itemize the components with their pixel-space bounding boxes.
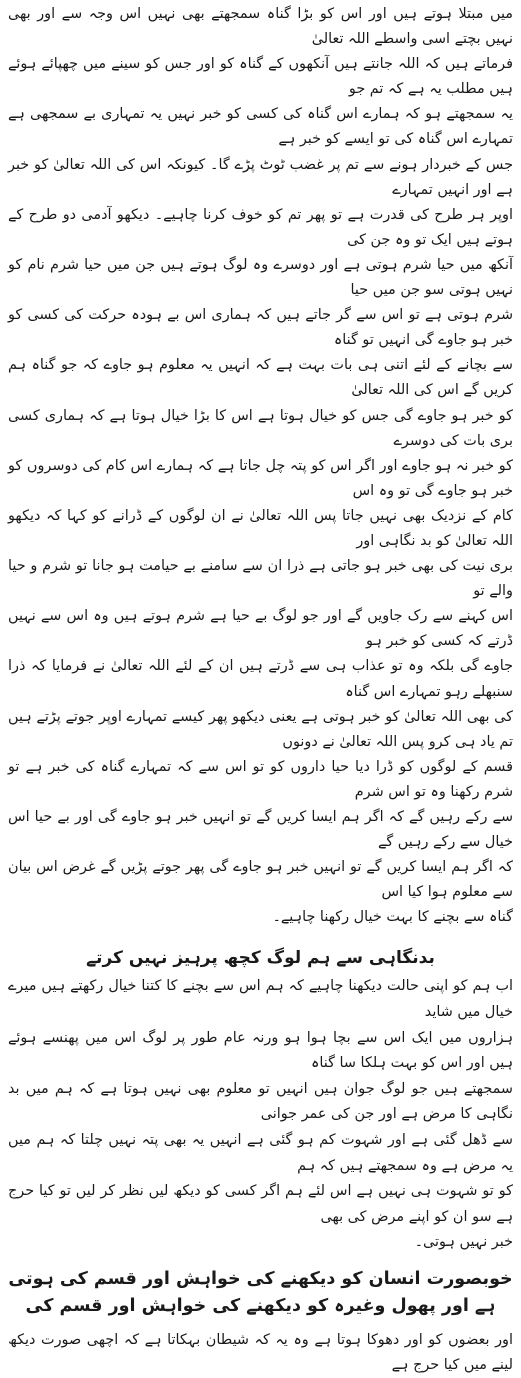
text-line: سے بچانے کے لئے اتنی ہی بات بہت ہے کہ انہیں یہ معلوم ہو جاوے کہ جو گناہ ہم کریں گے اس کی اللہ تعالیٰ <box>8 357 513 399</box>
text-line: خبر نہیں ہوتی۔ <box>414 1234 513 1251</box>
text-line: کی بھی اللہ تعالیٰ کو خبر ہوتی ہے یعنی دیکھو پھر کیسے تمہارے اوپر جوتے پڑتے ہیں تم یاد ہی کرو پس اللہ تعالیٰ نے دونوں <box>8 708 513 750</box>
text-line: آنکھ میں حیا شرم ہوتی ہے اور دوسرے وہ لوگ ہوتے ہیں جن میں حیا شرم نام کو نہیں ہوتی سو جن میں حیا <box>8 256 513 299</box>
text-line: قسم کے لوگوں کو ڈرا دیا حیا داروں کو تو اس سے کہ تمہارے گناہ کی خبر ہے تو شرم رکھنا وہ تو اس شرم <box>8 758 513 800</box>
text-line: سے رکے رہیں گے کہ اگر ہم ایسا کریں گے تو انہیں خبر ہو جاوے گی اور بے حیا اس خیال سے رکے رہیں گے <box>8 809 513 851</box>
text-line: گناہ سے بچنے کا بہت خیال رکھنا چاہیے۔ <box>272 909 513 926</box>
paragraph-2 <box>8 974 513 1256</box>
text-line: جس کے خبردار ہونے سے تم پر غضب ٹوٹ پڑے گا۔ کیونکہ اس کی اللہ تعالیٰ کو خبر ہے اور انہیں تمہارے <box>8 156 513 198</box>
text-line: سے ڈھل گئی ہے اور شہوت کم ہو گئی ہے انہیں یہ بھی پتہ نہیں چلتا کہ ہم میں یہ مرض ہے وہ سمجھتے ہیں کہ ہم <box>8 1132 513 1174</box>
text-line: کو خبر نہ ہو جاوے اور اگر اس کو پتہ چل جاتا ہے کہ ہمارے اس کام کی دوسروں کو خبر ہو جاوے گی تو وہ اس <box>8 457 513 499</box>
text-line: جاوے گی بلکہ وہ تو عذاب ہی سے ڈرتے ہیں ان کے لئے اللہ تعالیٰ نے فرمایا کہ ذرا سنبھلے رہو تمہارے اس گناہ <box>8 658 513 700</box>
section-heading: بدنگاہی سے ہم لوگ کچھ پرہیز نہیں کرتے <box>86 948 435 969</box>
text-line: کو خبر ہو جاوے گی جس کو خیال ہوتا ہے اس کا بڑا خیال ہوتا ہے کہ ہماری کسی بری بات کی دوسرے <box>8 407 513 449</box>
text-line: سمجھتے ہیں جو لوگ جوان ہیں انہیں تو معلوم بھی نہیں ہوتا ہے کہ ہم میں بد نگاہی کا مرض ہے اور جن کی عمر جوانی <box>8 1080 513 1123</box>
text-line: اب ہم کو اپنی حالت دیکھنا چاہیے کہ ہم اس سے بچنے کا کتنا خیال رکھتے ہیں میرے خیال میں شاید <box>8 978 513 1021</box>
text-line: شرم ہوتی ہے تو اس سے گر جاتے ہیں کہ ہماری اس بے ہودہ حرکت کی کسی کو خبر ہو جاوے گی انہیں تو گناہ <box>8 307 513 349</box>
text-line: کام کے نزدیک بھی نہیں جاتا پس اللہ تعالیٰ نے ان لوگوں کے ڈرانے کو کہا کہ دیکھو اللہ تعالیٰ کو بد نگاہی اور <box>8 507 513 549</box>
text-line: ہزاروں میں ایک اس سے بچا ہوا ہو ورنہ عام طور پر لوگ اس میں پھنسے ہوئے ہیں اور اس کو بہت ہلکا سا گناہ <box>8 1029 513 1072</box>
text-line: کہ اگر ہم ایسا کریں گے تو انہیں خبر ہو جاوے گی پھر جوتے پڑیں گے غرض اس بیان سے معلوم ہوا کیا اس <box>8 859 513 901</box>
paragraph-3 <box>8 1328 513 1378</box>
text-line: فرماتے ہیں کہ اللہ جانتے ہیں آنکھوں کے گناہ کو اور جس کو سینے میں چھپائے ہوئے ہیں مطلب یہ ہے کہ تم جو <box>8 56 513 98</box>
text-line: کو تو شہوت ہی نہیں ہے اس لئے ہم اگر کسی کو دیکھ لیں نظر کر لیں تو کیا حرج ہے سو ان کو اپنے مرض کی بھی <box>8 1183 513 1225</box>
text-line: بری نیت کی بھی خبر ہو جاتی ہے ذرا ان سے سامنے بے حیامت ہو جانا تو شرم و حیا والے تو <box>8 558 513 600</box>
text-line: اس کہنے سے رک جاویں گے اور جو لوگ بے حیا ہے شرم ہوتے ہیں وہ اس سے نہیں ڈرتے کہ کسی کو خبر ہو <box>8 608 513 650</box>
paragraph-1 <box>8 2 513 930</box>
text-line: اوپر ہر طرح کی قدرت ہے تو پھر تم کو خوف کرنا چاہیے۔ دیکھو آدمی دو طرح کے ہوتے ہیں ایک تو وہ جن کی <box>8 206 513 248</box>
text-line: اور بعضوں کو اور دھوکا ہوتا ہے وہ یہ کہ شیطان بہکاتا ہے کہ اچھی صورت دیکھ لینے میں کیا حرج ہے <box>8 1332 513 1373</box>
section-heading: خوبصورت انسان کو دیکھنے کی خواہش اور قسم کی ہوتی ہے اور پھول وغیرہ کو دیکھنے کی خواہش اور قسم کی <box>8 1269 513 1316</box>
text-line: میں مبتلا ہوتے ہیں اور اس کو بڑا گناہ سمجھتے بھی نہیں اس وجہ سے اور بھی نہیں بچتے اسی واسطے اللہ تعالیٰ <box>8 6 513 48</box>
text-line: یہ سمجھتے ہو کہ ہمارے اس گناہ کی کسی کو خبر نہیں یہ تمہاری بے سمجھی ہے تمہارے اس گناہ کی تو ایسے کو خبر ہے <box>8 106 513 148</box>
